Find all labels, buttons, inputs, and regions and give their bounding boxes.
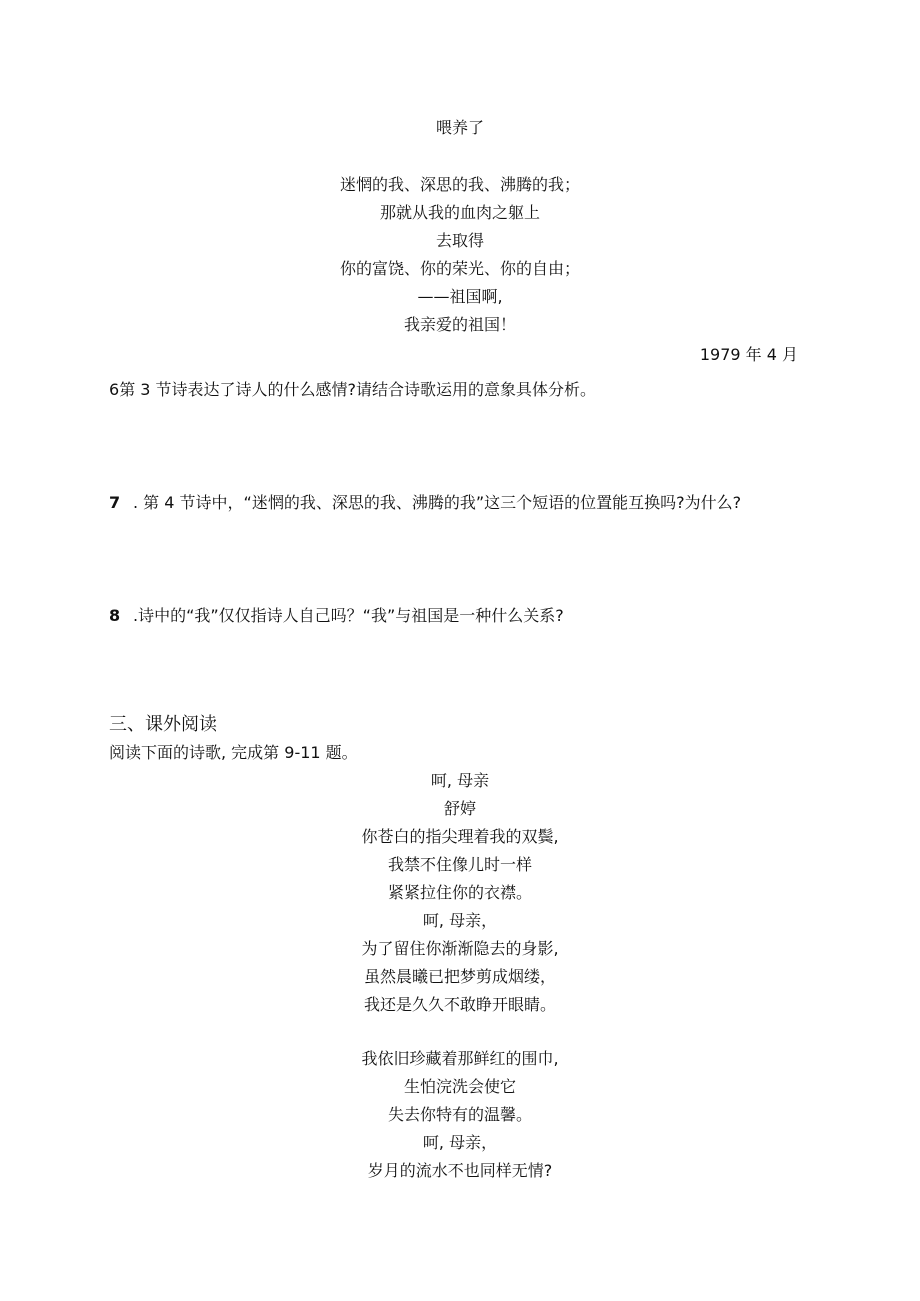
poem1-line: ——祖国啊,: [417, 287, 503, 306]
question-6: [109, 380, 596, 400]
poem2-line: 我还是久久不敢睁开眼睛。: [363, 995, 556, 1014]
poem2-line: 岁月的流水不也同样无情?: [367, 1161, 553, 1180]
poem1-date: 1979 年 4 月: [699, 345, 798, 364]
poem2-title: 呵, 母亲: [430, 771, 490, 790]
poem2-line: 呵, 母亲，: [422, 1133, 498, 1152]
poem1-line: 你的富饶、你的荣光、你的自由；: [339, 259, 580, 278]
question-8: [109, 606, 564, 626]
section-instruction: 阅读下面的诗歌, 完成第 9-11 题。: [109, 743, 358, 762]
poem2-line: 为了留住你渐渐隐去的身影,: [361, 939, 559, 958]
poem1-line: 那就从我的血肉之躯上: [379, 203, 540, 222]
poem2-line: 失去你特有的温馨。: [387, 1105, 532, 1124]
poem1-top-line: 喂养了: [435, 118, 484, 137]
poem2-line: 虽然晨曦已把梦剪成烟缕，: [363, 967, 556, 986]
question-number: 7: [109, 493, 121, 512]
poem2-line: 我禁不住像儿时一样: [387, 855, 532, 874]
section-title: 三、课外阅读: [109, 714, 217, 735]
poem2-line: 呵, 母亲，: [422, 911, 498, 930]
poem1-line: 去取得: [435, 231, 484, 250]
poem2-author: 舒婷: [443, 799, 476, 818]
poem1-line: 迷惘的我、深思的我、沸腾的我；: [339, 175, 580, 194]
question-text: .诗中的“我”仅仅指诗人自己吗？“我”与祖国是一种什么关系?: [133, 606, 564, 625]
question-7: [109, 493, 741, 513]
poem2-line: 紧紧拉住你的衣襟。: [387, 883, 532, 902]
question-text: 第 3 节诗表达了诗人的什么感情?请结合诗歌运用的意象具体分析。: [119, 380, 597, 399]
question-number: 8: [109, 606, 121, 625]
question-text: . 第 4 节诗中，“迷惘的我、深思的我、沸腾的我”这三个短语的位置能互换吗?为什么?: [133, 493, 742, 512]
poem2-line: 我依旧珍藏着那鲜红的围巾,: [361, 1049, 559, 1068]
poem1-line: 我亲爱的祖国！: [403, 315, 516, 334]
question-number: 6: [109, 380, 120, 399]
poem2-line: 你苍白的指尖理着我的双鬓,: [361, 827, 559, 846]
poem2-line: 生怕浣洗会使它: [403, 1077, 516, 1096]
